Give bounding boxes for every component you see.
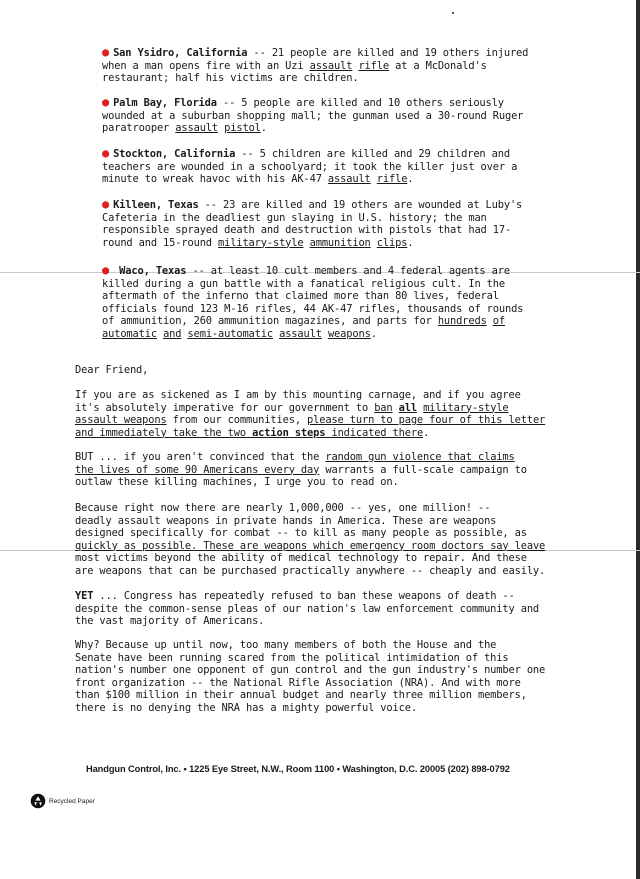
underlined-text: ban: [374, 401, 393, 414]
text-run: it's absolutely imperative for our government to: [75, 401, 375, 414]
text-run: are weapons that can be purchased practically anywhere -- cheaply and easily.: [75, 564, 546, 577]
text-run: at a McDonald's: [388, 59, 487, 72]
text-run: ... Congress has repeatedly refused to ban these weapons of death --: [93, 590, 515, 602]
text-line: [102, 96, 582, 110]
bullet-icon: ●: [102, 197, 110, 211]
body-paragraph: [75, 502, 555, 578]
underlined-text: assault: [327, 173, 371, 186]
text-run: from our communities,: [166, 414, 308, 427]
text-line: [102, 290, 582, 303]
incident-location: San Ysidro, California: [113, 47, 248, 59]
text-run: .: [407, 236, 414, 249]
underlined-text: These are weapons which emergency room doctors say leave: [197, 539, 546, 552]
text-run: paratrooper: [102, 122, 176, 135]
recycle-icon: [30, 793, 46, 809]
text-run: responsible sprayed death and destruction with pistols that had 17-: [102, 224, 512, 237]
underlined-text: assault: [175, 122, 219, 135]
recycled-paper-label: Recycled Paper: [49, 797, 95, 805]
incident-location: Waco, Texas: [113, 265, 187, 277]
text-line: [102, 72, 582, 85]
text-run: there is no denying the NRA has a mighty powerful voice.: [75, 701, 417, 714]
paper-speck: [452, 12, 454, 14]
salutation: Dear Friend,: [75, 364, 149, 376]
underlined-text: weapons: [327, 327, 371, 340]
underlined-text: assault: [279, 327, 322, 340]
text-run: Because right now there are nearly 1,000,000 -- yes, one million! --: [75, 502, 491, 514]
text-line: [102, 60, 582, 73]
text-line: [75, 451, 555, 464]
underlined-text: military-style: [423, 401, 509, 414]
text-line: [102, 147, 582, 161]
text-line: [75, 677, 555, 690]
underlined-text: indicated there: [325, 426, 424, 439]
text-line: [102, 122, 582, 135]
recycled-paper-mark: [30, 793, 95, 809]
underlined-text: rifle: [376, 173, 408, 186]
text-run: -- 5 children are killed and 29 children and: [235, 148, 510, 160]
text-run: YET: [75, 590, 94, 602]
text-run: warrants a full-scale campaign to: [319, 463, 527, 476]
text-line: [75, 464, 555, 477]
text-run: .: [407, 173, 414, 186]
underlined-text: pistol: [224, 122, 261, 135]
text-run: .: [423, 426, 430, 439]
underlined-text: automatic: [102, 327, 157, 340]
underlined-text: random gun violence that claims: [325, 451, 515, 463]
text-run: than $100 million in their annual budget and nearly three million members,: [75, 689, 527, 702]
body-paragraph: [75, 639, 555, 715]
text-line: [75, 652, 555, 665]
text-run: killed during a gun battle with a fanatical religious cult. In the: [102, 277, 505, 290]
text-run: -- at least 10 cult members and 4 federal agents are: [186, 265, 510, 277]
underlined-text: military-style: [218, 236, 304, 249]
incident-location: Palm Bay, Florida: [113, 97, 217, 109]
underlined-text: of: [492, 315, 506, 328]
bullet-icon: ●: [102, 146, 110, 160]
incident-item: [102, 264, 582, 341]
text-line: [75, 615, 555, 628]
bullet-icon: ●: [102, 263, 110, 277]
text-line: [75, 476, 555, 489]
text-run: aftermath of the inferno that claimed more than 80 lives, federal: [102, 290, 499, 303]
text-line: [75, 639, 555, 652]
text-run: deadly assault weapons in private hands in America. These are weapons: [75, 514, 497, 527]
text-line: [102, 161, 582, 174]
underlined-text: semi-automatic: [187, 327, 273, 340]
text-run: nation's number one opponent of gun control and the gun industry's number one: [75, 664, 546, 677]
text-run: round and 15-round: [102, 236, 219, 249]
text-run: despite the common-sense pleas of our nation's law enforcement community and: [75, 602, 540, 615]
underlined-text: ammunition: [309, 236, 371, 249]
text-run: wounded at a suburban shopping mall; the gunman used a 30-round Ruger: [102, 109, 524, 122]
underlined-text: and: [163, 327, 182, 340]
text-run: If you are as sickened as I am by this mounting carnage, and if you agree: [75, 389, 521, 401]
text-run: officials found 123 M-16 rifles, 44 AK-47 rifles, thousands of rounds: [102, 302, 524, 315]
text-run: teachers are wounded in a schoolyard; it took the killer just over a: [102, 160, 518, 173]
incident-item: [102, 198, 582, 249]
text-run: minute to wreak havoc with his AK-47: [102, 173, 328, 186]
text-run: -- 21 people are killed and 19 others injured: [247, 47, 529, 59]
text-line: [102, 212, 582, 225]
underlined-text: quickly as possible.: [75, 539, 198, 552]
text-line: [102, 278, 582, 291]
text-line: [102, 173, 582, 186]
text-run: -- 23 are killed and 19 others are wounded at Luby's: [198, 199, 523, 211]
text-line: [75, 402, 555, 415]
body-paragraph: [75, 389, 555, 439]
text-run: designed specifically for combat -- to kill as many people as possible, as: [75, 527, 527, 540]
text-line: [75, 515, 555, 528]
text-line: [102, 303, 582, 316]
bullet-icon: ●: [102, 95, 110, 109]
text-line: [102, 46, 582, 60]
text-line: [102, 315, 582, 328]
text-line: [75, 590, 555, 603]
incident-item: [102, 46, 582, 85]
text-run: the vast majority of Americans.: [75, 615, 265, 628]
text-run: restaurant; half his victims are children.: [102, 72, 359, 85]
text-line: [75, 389, 555, 402]
body-paragraph: [75, 451, 555, 489]
text-line: [75, 664, 555, 677]
text-run: of ammunition, 260 ammunition magazines, and parts for: [102, 315, 438, 328]
underlined-text: all: [398, 401, 417, 414]
text-run: .: [370, 327, 377, 340]
underlined-text: clips: [376, 236, 408, 249]
text-run: when a man opens fire with an Uzi: [102, 59, 310, 72]
text-line: [75, 540, 555, 553]
text-line: [75, 414, 555, 427]
text-line: [75, 527, 555, 540]
underlined-text: action steps: [252, 426, 326, 439]
underlined-text: and immediately take the two: [75, 426, 253, 439]
underlined-text: assault weapons: [75, 414, 167, 427]
text-run: Senate have been running scared from the political intimidation of this: [75, 651, 509, 664]
text-run: Cafeteria in the deadliest gun slaying in U.S. history; the man: [102, 211, 487, 224]
text-line: [75, 552, 555, 565]
body-paragraph: [75, 590, 555, 628]
incident-item: [102, 96, 582, 135]
text-run: -- 5 people are killed and 10 others seriously: [216, 97, 504, 109]
text-line: [102, 224, 582, 237]
underlined-text: the lives of some 90 Americans every day: [75, 463, 320, 476]
underlined-text: hundreds: [437, 315, 487, 328]
bullet-icon: ●: [102, 45, 110, 59]
text-line: [102, 237, 582, 250]
text-line: [102, 328, 582, 341]
text-line: [102, 198, 582, 212]
scan-edge: [636, 0, 640, 879]
text-line: [102, 264, 582, 278]
text-line: [75, 702, 555, 715]
underlined-text: rifle: [358, 59, 389, 72]
underlined-text: please turn to page four of this letter: [307, 414, 546, 427]
text-line: [102, 110, 582, 123]
text-line: [75, 689, 555, 702]
text-line: [75, 565, 555, 578]
text-run: front organization -- the National Rifle Association (NRA). And with more: [75, 676, 521, 689]
text-line: [75, 427, 555, 440]
incident-location: Killeen, Texas: [113, 199, 199, 211]
text-run: most victims beyond the ability of medical technology to repair. And these: [75, 552, 527, 565]
text-run: .: [260, 122, 267, 135]
footer-address: Handgun Control, Inc. • 1225 Eye Street, N.W., Room 1100 • Washington, D.C. 20005 (202) 898-0792: [86, 764, 510, 774]
text-run: outlaw these killing machines, I urge you to read on.: [75, 476, 399, 489]
incident-location: Stockton, California: [113, 148, 236, 160]
text-line: [75, 603, 555, 616]
incident-item: [102, 147, 582, 186]
text-run: BUT ... if you aren't convinced that the: [75, 451, 326, 463]
text-line: [75, 502, 555, 515]
text-run: Why? Because up until now, too many members of both the House and the: [75, 639, 497, 651]
underlined-text: assault: [309, 59, 353, 72]
